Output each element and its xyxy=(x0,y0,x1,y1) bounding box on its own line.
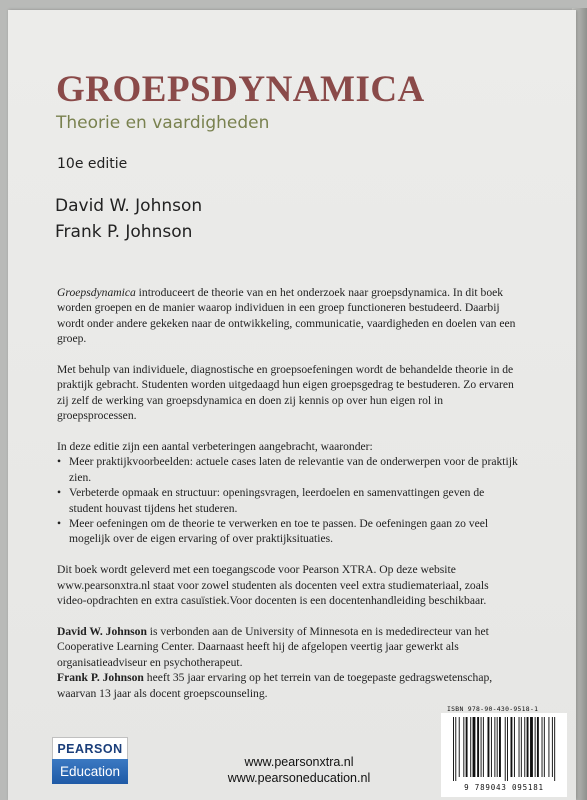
pearson-logo xyxy=(52,737,128,784)
blurb-paragraph: Met behulp van individuele, diagnostische en groepsoefeningen wordt de behandelde theorie in de praktijk gebracht. Studenten worden uitgedaagd hun eigen groepsgedrag te bestuderen. Zo ervaren zij zelf de werking van groepsdynamica en doen zij kennis op over hun eigen rol in groepsprocessen. xyxy=(57,363,514,423)
blurb-text xyxy=(57,285,519,701)
barcode-bar xyxy=(453,717,454,781)
barcode-bars xyxy=(453,717,561,781)
barcode-bar xyxy=(459,717,460,777)
blurb-paragraph xyxy=(57,285,519,347)
barcode-bar xyxy=(530,717,533,777)
barcode-bar xyxy=(552,717,553,777)
barcode-bar xyxy=(521,717,522,777)
logo-wordmark: PEARSON xyxy=(52,737,128,759)
barcode-bar xyxy=(470,717,471,777)
blurb-book-title: Groepsdynamica xyxy=(57,286,136,299)
barcode-digits: 9 789043 095181 xyxy=(464,783,544,792)
logo-subline: Education xyxy=(52,759,128,784)
barcode-bar xyxy=(481,717,482,777)
edition-label: 10e editie xyxy=(57,156,128,172)
author-bio xyxy=(57,624,519,670)
barcode-bar xyxy=(497,717,498,777)
book-title: GROEPSDYNAMICA xyxy=(56,69,425,110)
barcode-bar xyxy=(463,717,464,777)
barcode-bar xyxy=(494,717,495,777)
author-name: Frank P. Johnson xyxy=(55,222,193,242)
barcode-bar xyxy=(554,717,555,781)
blurb-paragraph: Dit boek wordt geleverd met een toegangscode voor Pearson XTRA. Op deze website www.pearsonxtra.nl staat voor zowel studenten als docenten veel extra studiemateriaal, zoals video-opdrachten en extra casuïstiek.Voor docenten is een docentenhandleiding beschikbaar. xyxy=(57,563,489,608)
barcode-bar xyxy=(491,717,492,777)
barcode-bar xyxy=(455,717,456,781)
improvements-list xyxy=(57,454,519,546)
cover-page xyxy=(8,10,576,800)
list-item: • Meer oefeningen om de theorie te verwerken en toe te passen. De oefeningen gaan zo veel mogelijk over de eigen ervaring of over praktijksituaties. xyxy=(57,516,519,547)
barcode-bar xyxy=(524,717,525,777)
bio-text: heeft 35 jaar ervaring op het terrein van de toegepaste gedragswetenschap, waarvan 13 jaar als docent groepscounseling. xyxy=(57,671,493,700)
blurb-text-span: introduceert de theorie van en het onderzoek naar groepsdynamica. In dit boek worden groepen en de manier waarop individuen in een groep functioneren bestudeerd. Daarbij wordt onder andere gekeken naar de ontwikkeling, communicatie, vaardigheden en doelen van een groep. xyxy=(57,286,516,346)
barcode-bar xyxy=(514,717,515,777)
barcode-bar xyxy=(548,717,549,777)
isbn-label: ISBN 978-90-430-9518-1 xyxy=(447,705,539,713)
barcode-bar xyxy=(466,717,468,777)
barcode-bar xyxy=(473,717,476,777)
barcode-bar xyxy=(519,717,520,777)
publisher-url: www.pearsonxtra.nl xyxy=(244,755,354,769)
barcode-bar xyxy=(544,717,545,777)
barcode-bar xyxy=(537,717,539,777)
bio-author-name: Frank P. Johnson xyxy=(57,671,144,685)
barcode-bar xyxy=(488,717,490,777)
barcode-bar xyxy=(527,717,529,777)
author-name: David W. Johnson xyxy=(55,196,203,216)
barcode-bar xyxy=(507,717,508,781)
list-item: • Verbeterde opmaak en structuur: openingsvragen, leerdoelen en samenvattingen geven de student houvast tijdens het studeren. xyxy=(57,485,519,516)
list-item: • Meer praktijkvoorbeelden: actuele cases laten de relevantie van de onderwerpen voor de praktijk zien. xyxy=(57,454,519,485)
barcode-bar xyxy=(483,717,484,777)
barcode-bar xyxy=(505,717,506,781)
barcode-bar xyxy=(535,717,536,777)
author-bio xyxy=(57,670,519,701)
barcode-bar xyxy=(511,717,513,777)
barcode-bar xyxy=(499,717,501,777)
book-subtitle: Theorie en vaardigheden xyxy=(56,113,270,133)
publisher-url: www.pearsoneducation.nl xyxy=(227,771,371,785)
bio-author-name: David W. Johnson xyxy=(57,624,147,638)
barcode-bar xyxy=(542,717,543,777)
isbn-barcode xyxy=(441,713,567,797)
improvements-intro: In deze editie zijn een aantal verbeteringen aangebracht, waaronder: xyxy=(57,440,373,454)
barcode-bar xyxy=(477,717,479,777)
bio-text: is verbonden aan de University of Minnesota en is mededirecteur van het Cooperative Learning Center. Daarnaast heeft hij de afgelopen veertig jaar gewerkt als organisatieadviseur en psychotherapeut. xyxy=(57,624,489,669)
